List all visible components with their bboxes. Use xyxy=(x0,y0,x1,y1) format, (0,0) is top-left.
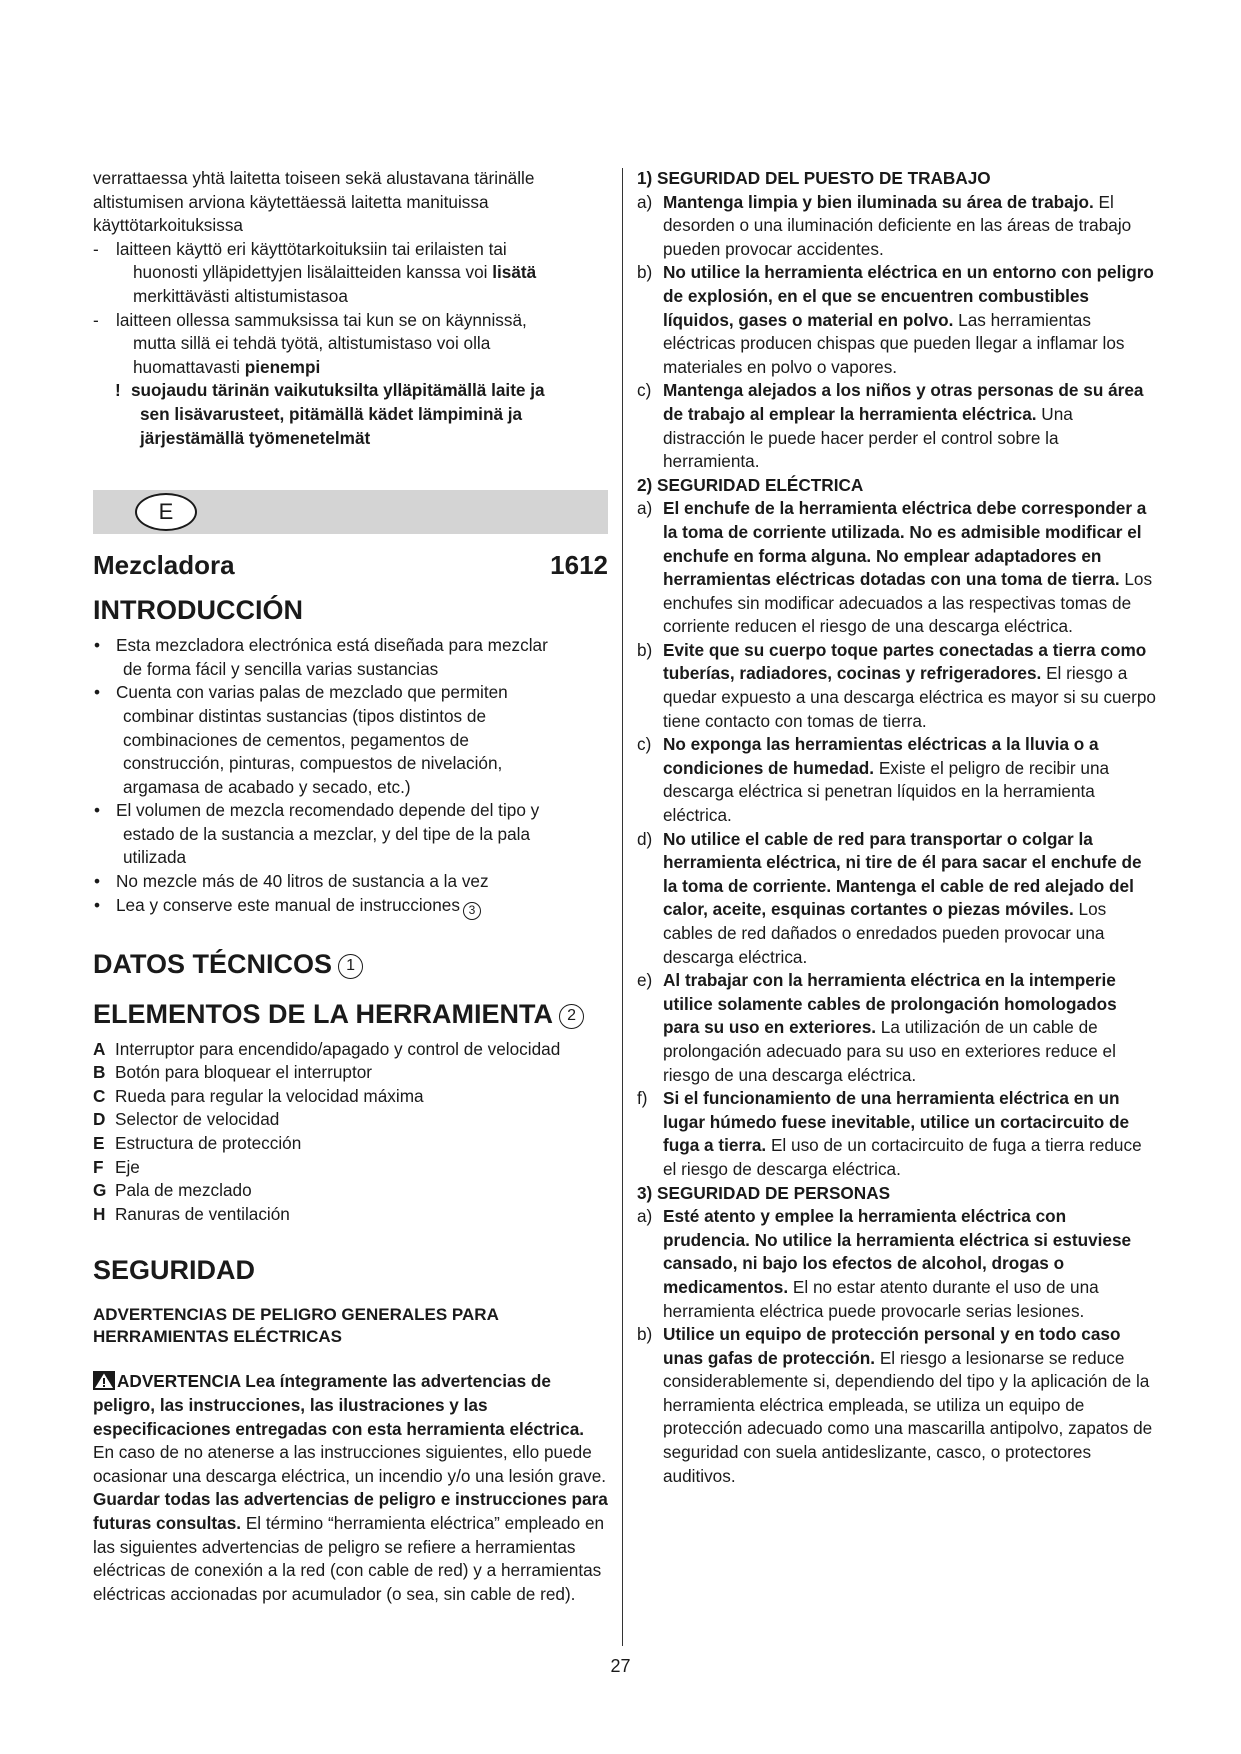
safety-item xyxy=(637,261,1157,379)
fi-bang-line: järjestämällä työmenetelmät xyxy=(140,427,371,448)
part-text: Eje xyxy=(115,1156,140,1177)
fi-intro-line: verrattaessa yhtä laitetta toiseen sekä alustavana tärinälle xyxy=(93,168,535,188)
figure-ref-badge: 3 xyxy=(463,902,481,920)
bullet-marker: • xyxy=(94,894,101,915)
part-letter: B xyxy=(93,1062,106,1083)
item-bold: Utilice un equipo de protección personal y en todo caso unas gafas de protección. xyxy=(663,1324,1121,1368)
part-row xyxy=(93,1203,608,1227)
part-text: Ranuras de ventilación xyxy=(115,1203,290,1224)
part-row xyxy=(93,1179,608,1203)
part-letter: H xyxy=(93,1203,106,1224)
list-item xyxy=(93,681,608,799)
bullet-marker: • xyxy=(94,800,101,821)
item-marker: c) xyxy=(637,380,652,401)
part-row xyxy=(93,1085,608,1109)
item-marker: f) xyxy=(637,1088,648,1109)
fi-intro-line: altistumisen arviona käytettäessä laitetta manituissa xyxy=(93,191,489,212)
figure-ref-badge: 2 xyxy=(559,1004,584,1029)
fi-dash-text xyxy=(116,356,608,380)
left-column xyxy=(93,167,608,1606)
right-column xyxy=(637,167,1157,1488)
part-text: Estructura de protección xyxy=(115,1133,302,1154)
bullet-line: El volumen de mezcla recomendado depende del tipo y xyxy=(116,800,540,821)
part-letter: D xyxy=(93,1109,106,1130)
warning-triangle-icon xyxy=(93,1371,115,1390)
figure-ref-badge: 1 xyxy=(338,954,363,979)
dash-marker: - xyxy=(93,309,99,330)
part-text: Pala de mezclado xyxy=(115,1180,252,1201)
fi-bang-item xyxy=(93,379,608,450)
bullet-text: Lea y conserve este manual de instrucciones xyxy=(116,894,460,915)
intro-bullets xyxy=(93,634,608,920)
safety-item xyxy=(637,1087,1157,1181)
warning-bold-2: Guardar todas las advertencias de peligro e instrucciones para futuras consultas. xyxy=(93,1489,608,1533)
warning-text-1: En caso de no atenerse a las instrucciones siguientes, ello puede ocasionar una descarga eléctrica, un incendio y/o una lesión grave. xyxy=(93,1442,607,1486)
warning-bold-1: ADVERTENCIA Lea íntegramente las advertencias de peligro, las instrucciones, las ilustraciones y las especificaciones entregadas con esta herramienta eléctrica. xyxy=(93,1371,585,1439)
product-model: 1612 xyxy=(550,550,608,581)
list-item xyxy=(93,799,608,870)
column-divider xyxy=(622,168,623,1646)
bullet-line: combinar distintas sustancias (tipos distintos de xyxy=(123,705,487,726)
fi-bang-line: suojaudu tärinän vaikutuksilta ylläpitämällä laite ja xyxy=(131,380,545,401)
part-row xyxy=(93,1061,608,1085)
item-text: El uso de un cortacircuito de fuga a tierra reduce el riesgo de descarga eléctrica. xyxy=(663,1135,1142,1179)
fi-dash-first: laitteen ollessa sammuksissa tai kun se on käynnissä, xyxy=(116,309,527,330)
fi-dash-rest2: merkittävästi altistumistasoa xyxy=(133,285,348,306)
item-bold: Al trabajar con la herramienta eléctrica en la intemperie utilice solamente cables de prolongación homologados para su uso en exteriores. xyxy=(663,970,1117,1038)
warnings-subheading xyxy=(93,1304,608,1348)
bullet-line: de forma fácil y sencilla varias sustancias xyxy=(123,658,439,679)
safety-item xyxy=(637,1323,1157,1488)
product-title xyxy=(93,548,608,582)
intro-heading: INTRODUCCIÓN xyxy=(93,595,303,626)
part-row xyxy=(93,1156,608,1180)
item-text: El riesgo a quedar expuesto a una descarga eléctrica es mayor si su cuerpo tiene contacto con tomas de tierra. xyxy=(663,663,1156,731)
item-bold: Mantenga alejados a los niños y otras personas de su área de trabajo al emplear la herramienta eléctrica. xyxy=(663,380,1144,424)
page-number: 27 xyxy=(610,1656,631,1676)
parts-list xyxy=(93,1038,608,1227)
item-marker: b) xyxy=(637,639,653,660)
item-marker: d) xyxy=(637,828,653,849)
item-bold: Esté atento y emplee la herramienta eléctrica con prudencia. No utilice la herramienta eléctrica si estuviese cansado, ni bajo los efectos de alcohol, drogas o medicamentos. xyxy=(663,1206,1132,1297)
product-name: Mezcladora xyxy=(93,550,235,581)
fi-dash-first: laitteen käyttö eri käyttötarkoituksiin tai erilaisten tai xyxy=(116,238,507,259)
warning-text-2: El término “herramienta eléctrica” empleado en las siguientes advertencias de peligro se refiere a herramientas eléctricas de conexión a la red (con cable de red) y a herramientas eléctricas accionadas por acumulador (o sea, sin cable de red). xyxy=(93,1512,605,1604)
item-marker: e) xyxy=(637,970,653,991)
part-text: Selector de velocidad xyxy=(115,1109,280,1130)
item-bold: Evite que su cuerpo toque partes conectadas a tierra como tuberías, radiadores, cocinas y refrigeradores. xyxy=(663,639,1147,684)
datos-heading xyxy=(93,946,608,982)
bullet-line: Esta mezcladora electrónica está diseñada para mezclar xyxy=(116,635,548,656)
item-marker: a) xyxy=(637,498,653,519)
item-marker: b) xyxy=(637,262,653,283)
part-text: Botón para bloquear el interruptor xyxy=(115,1062,373,1083)
fi-dash-rest2: huomattavasti xyxy=(133,356,245,377)
fi-dash-bold: pienempi xyxy=(244,356,321,377)
item-bold: No utilice la herramienta eléctrica en un entorno con peligro de explosión, en el que se encuentren combustibles líquidos, gases o material en polvo. xyxy=(663,262,1154,330)
item-text: Las herramientas eléctricas producen chispas que pueden llegar a inflamar los materiales en polvo o vapores. xyxy=(663,309,1125,377)
item-bold: No utilice el cable de red para transportar o colgar la herramienta eléctrica, ni tire de él para sacar el enchufe de la toma de corriente. Mantenga el cable de red alejado del calor, aceite, esquinas cortantes o piezas móviles. xyxy=(663,828,1142,920)
part-letter: F xyxy=(93,1156,104,1177)
list-item xyxy=(93,634,608,681)
seguridad-heading: SEGURIDAD xyxy=(93,1255,256,1286)
item-text: Los cables de red dañados o enredados pueden provocar una descarga eléctrica. xyxy=(663,899,1107,967)
item-text: Una distracción le puede hacer perder el control sobre la herramienta. xyxy=(663,403,1073,472)
item-bold: No exponga las herramientas eléctricas a la lluvia o a condiciones de humedad. xyxy=(663,734,1099,778)
item-text: La utilización de un cable de prolongación adecuado para su uso en exteriores reduce el riesgo de una descarga eléctrica. xyxy=(663,1017,1116,1085)
item-bold: Si el funcionamiento de una herramienta eléctrica en un lugar húmedo fuese inevitable, utilice un cortacircuito de fuga a tierra. xyxy=(663,1088,1130,1156)
part-row xyxy=(93,1132,608,1156)
fi-dash-item xyxy=(93,238,608,309)
bullet-line: No mezcle más de 40 litros de sustancia a la vez xyxy=(116,871,489,892)
bullet-marker: • xyxy=(94,682,101,703)
bang-marker: ! xyxy=(115,380,121,401)
item-marker: c) xyxy=(637,734,652,755)
fi-dash-rest: mutta sillä ei tehdä työtä, altistumistaso voi olla xyxy=(133,333,491,354)
bullet-line: argamasa de acabado y secado, etc.) xyxy=(123,776,411,797)
part-text: Interruptor para encendido/apagado y control de velocidad xyxy=(115,1038,561,1059)
safety-item xyxy=(637,733,1157,827)
item-text: El desorden o una iluminación deficiente en las áreas de trabajo pueden provocar accidentes. xyxy=(663,191,1132,259)
language-banner xyxy=(93,490,608,534)
fi-intro-line: käyttötarkoituksissa xyxy=(93,215,243,236)
section-heading: 2) SEGURIDAD ELÉCTRICA xyxy=(637,474,864,495)
section-heading: 1) SEGURIDAD DEL PUESTO DE TRABAJO xyxy=(637,168,991,188)
fi-dash-item xyxy=(93,309,608,380)
bullet-line: Cuenta con varias palas de mezclado que permiten xyxy=(116,682,508,703)
item-marker: a) xyxy=(637,191,653,212)
safety-item xyxy=(637,1205,1157,1323)
safety-item xyxy=(637,191,1157,262)
bullet-line xyxy=(116,894,608,920)
part-letter: G xyxy=(93,1180,107,1201)
bullet-marker: • xyxy=(94,871,101,892)
list-item xyxy=(93,894,608,920)
safety-item xyxy=(637,497,1157,639)
bullet-line: estado de la sustancia a mezclar, y del tipe de la pala xyxy=(123,823,531,844)
safety-item xyxy=(637,828,1157,970)
datos-heading-text: DATOS TÉCNICOS xyxy=(93,948,333,979)
safety-item xyxy=(637,379,1157,473)
fi-dash-text xyxy=(116,261,608,285)
safety-item xyxy=(637,639,1157,733)
bullet-line: combinaciones de cementos, pegamentos de xyxy=(123,729,469,750)
item-marker: a) xyxy=(637,1206,653,1227)
item-text: Existe el peligro de recibir una descarga eléctrica si penetran líquidos en la herramienta eléctrica. xyxy=(663,757,1110,826)
item-bold: Mantenga limpia y bien iluminada su área de trabajo. xyxy=(663,191,1094,212)
part-letter: E xyxy=(93,1133,105,1154)
language-badge: E xyxy=(135,493,197,531)
safety-item xyxy=(637,969,1157,1087)
bullet-line: utilizada xyxy=(123,847,187,868)
fi-dash-rest: huonosti ylläpidettyjen lisälaitteiden kanssa voi xyxy=(133,262,493,283)
elementos-heading xyxy=(93,996,608,1032)
subhead-line: ADVERTENCIAS DE PELIGRO GENERALES PARA xyxy=(93,1305,499,1325)
general-warning xyxy=(93,1370,608,1606)
item-text: Los enchufes sin modificar adecuados a las respectivas tomas de corriente reducen el riesgo de una descarga eléctrica. xyxy=(663,569,1153,637)
part-letter: A xyxy=(93,1038,106,1059)
fi-bang-line: sen lisävarusteet, pitämällä kädet lämpiminä ja xyxy=(140,403,523,424)
part-text: Rueda para regular la velocidad máxima xyxy=(115,1085,424,1106)
item-text: El riesgo a lesionarse se reduce considerablemente si, dependiendo del tipo y la aplicación de la herramienta eléctrica empleada, se utiliza un equipo de protección adecuado como una mascarilla antipolvo, zapatos de seguridad con suela antideslizante, casco, o protectores auditivos. xyxy=(663,1347,1153,1486)
bullet-marker: • xyxy=(94,635,101,656)
dash-marker: - xyxy=(93,238,99,259)
part-row xyxy=(93,1108,608,1132)
section-heading: 3) SEGURIDAD DE PERSONAS xyxy=(637,1182,891,1203)
list-item xyxy=(93,870,608,894)
item-text: El no estar atento durante el uso de una herramienta eléctrica puede provocarle serias lesiones. xyxy=(663,1276,1099,1321)
part-row xyxy=(93,1038,608,1062)
fi-dash-bold: lisätä xyxy=(492,262,537,283)
elementos-heading-text: ELEMENTOS DE LA HERRAMIENTA xyxy=(93,998,554,1029)
item-bold: El enchufe de la herramienta eléctrica debe corresponder a la toma de corriente utilizada. No es admisible modificar el enchufe en forma alguna. No emplear adaptadores en herramientas eléctricas dotadas con una toma de tierra. xyxy=(663,498,1147,590)
subhead-line: HERRAMIENTAS ELÉCTRICAS xyxy=(93,1327,343,1347)
item-marker: b) xyxy=(637,1324,653,1345)
bullet-line: construcción, pinturas, compuestos de nivelación, xyxy=(123,753,503,774)
part-letter: C xyxy=(93,1085,106,1106)
